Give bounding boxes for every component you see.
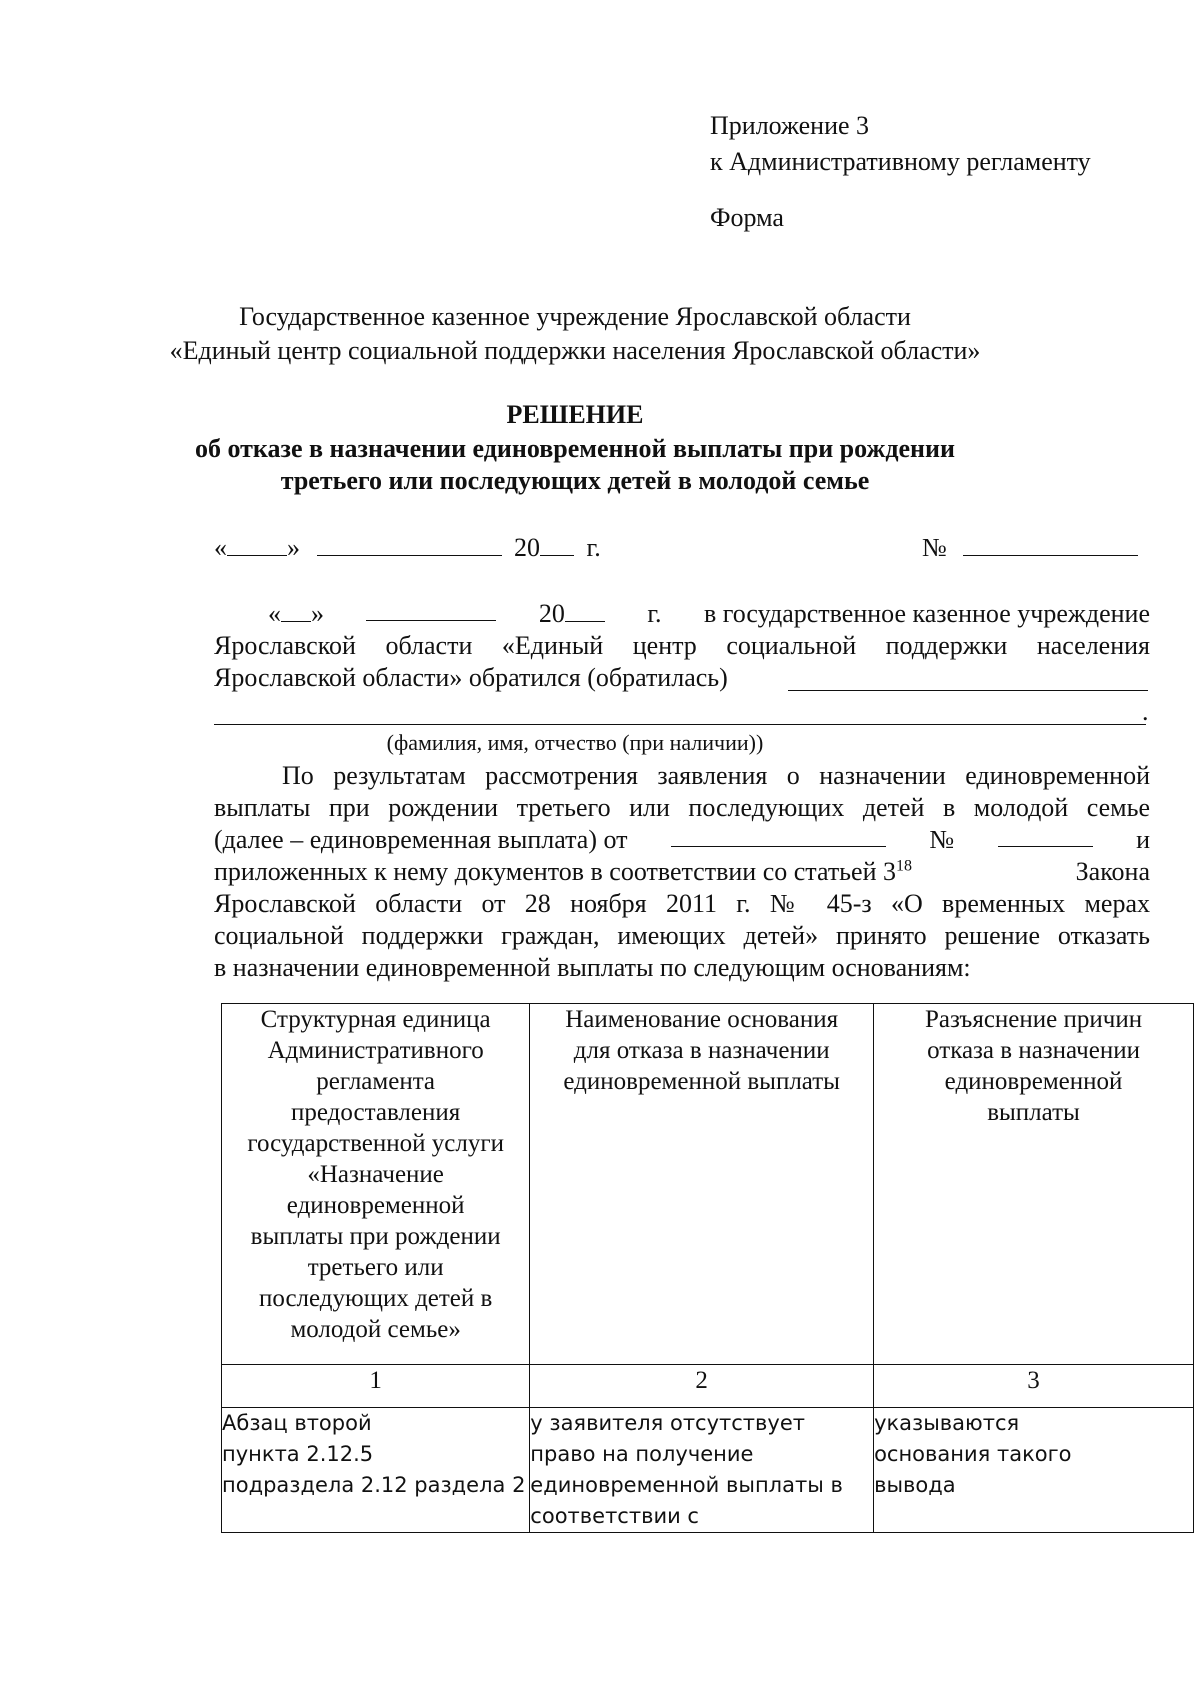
- row-refusal-explanation: указываются основания такого вывода: [874, 1408, 1194, 1533]
- para1-month-blank[interactable]: [366, 598, 496, 621]
- para1-line2: Ярославской области «Единый центр социальной поддержки населения: [214, 631, 1150, 660]
- article-superscript: 18: [896, 857, 912, 875]
- regulation-reference: к Административному регламенту: [710, 147, 1091, 176]
- table-header-row: [222, 1004, 1194, 1365]
- date-open-quote: «: [214, 533, 227, 562]
- number-sign: №: [922, 533, 947, 562]
- para2-line3: [214, 824, 1150, 856]
- number-blank[interactable]: [963, 533, 1138, 556]
- table-number-row: [222, 1365, 1194, 1408]
- column-number-2: 2: [530, 1365, 874, 1408]
- application-number-blank[interactable]: [998, 824, 1093, 847]
- column-number-1: 1: [222, 1365, 530, 1408]
- para2-line4-law: Закона: [1075, 857, 1150, 886]
- applicant-blank-2[interactable]: [214, 724, 1146, 725]
- grounds-table: [221, 1003, 1194, 1533]
- table-row: [222, 1408, 1194, 1533]
- para1-line1-text: в государственное казенное учреждение: [703, 599, 1150, 628]
- para1-day: « »: [268, 599, 324, 628]
- para1-line3: [214, 662, 728, 694]
- para2-line7: в назначении единовременной выплаты по следующим основаниям:: [214, 953, 971, 982]
- appendix-label: Приложение 3: [710, 111, 870, 140]
- year-prefix: 20: [514, 533, 540, 562]
- org-name-line2: «Единый центр социальной поддержки населения Ярославской области»: [169, 336, 981, 365]
- form-label: Форма: [710, 203, 784, 232]
- para2-line4-text: приложенных к нему документов в соответствии со статьей $3^{18}$: [214, 857, 912, 886]
- row-structural-unit: Абзац второй пункта 2.12.5 подраздела 2.12 раздела 2: [222, 1408, 530, 1533]
- year-blank[interactable]: [540, 533, 574, 556]
- column-number-3: 3: [874, 1365, 1194, 1408]
- day-blank[interactable]: [227, 533, 287, 556]
- para1-year: 20: [539, 598, 605, 630]
- para2-number-sign: №: [929, 825, 955, 854]
- para2-line5: Ярославской области от 28 ноября 2011 г. № 45-з «О временных мерах: [214, 889, 1150, 918]
- doc-title: РЕШЕНИЕ: [506, 400, 644, 429]
- applicant-caption: (фамилия, имя, отчество (при наличии)): [386, 730, 764, 755]
- para2-line1: По результатам рассмотрения заявления о назначении единовременной: [282, 761, 1150, 790]
- para2-line2: выплаты при рождении третьего или последующих детей в молодой семье: [214, 793, 1150, 822]
- header-refusal-ground: Наименование основания для отказа в назначении единовременной выплаты: [530, 1004, 874, 1365]
- month-blank[interactable]: [317, 533, 502, 556]
- application-date-blank[interactable]: [671, 824, 886, 847]
- para1-line1: [268, 598, 1150, 630]
- para2-and: и: [1136, 825, 1150, 854]
- doc-subtitle-line1: об отказе в назначении единовременной выплаты при рождении: [195, 434, 955, 463]
- number-line: [922, 532, 1138, 564]
- para2-line3-text: (далее – единовременная выплата) от: [214, 825, 628, 854]
- date-line: [214, 532, 601, 564]
- para1-line3-text: Ярославской области» обратился (обратилась): [214, 663, 728, 692]
- row-refusal-ground: у заявителя отсутствует право на получение единовременной выплаты в соответствии с: [530, 1408, 874, 1533]
- org-name-line1: Государственное казенное учреждение Ярославской области: [239, 302, 911, 331]
- header-structural-unit: Структурная единица Административного регламента предоставления государственной услуги «Назначение единовременной выплаты при рождении третьего или последующих детей в молодой семье»: [222, 1004, 530, 1365]
- date-close-quote: »: [287, 533, 300, 562]
- applicant-blank-1[interactable]: [788, 690, 1148, 691]
- doc-subtitle-line2: третьего или последующих детей в молодой семье: [280, 466, 870, 495]
- year-suffix: г.: [586, 533, 601, 562]
- para2-line6: социальной поддержки граждан, имеющих детей» принято решение отказать: [214, 921, 1150, 950]
- para2-line4: [214, 856, 1150, 888]
- header-refusal-explanation: Разъяснение причин отказа в назначении единовременной выплаты: [874, 1004, 1194, 1365]
- applicant-period: .: [1142, 697, 1149, 726]
- para1-year-suffix: г.: [647, 599, 662, 628]
